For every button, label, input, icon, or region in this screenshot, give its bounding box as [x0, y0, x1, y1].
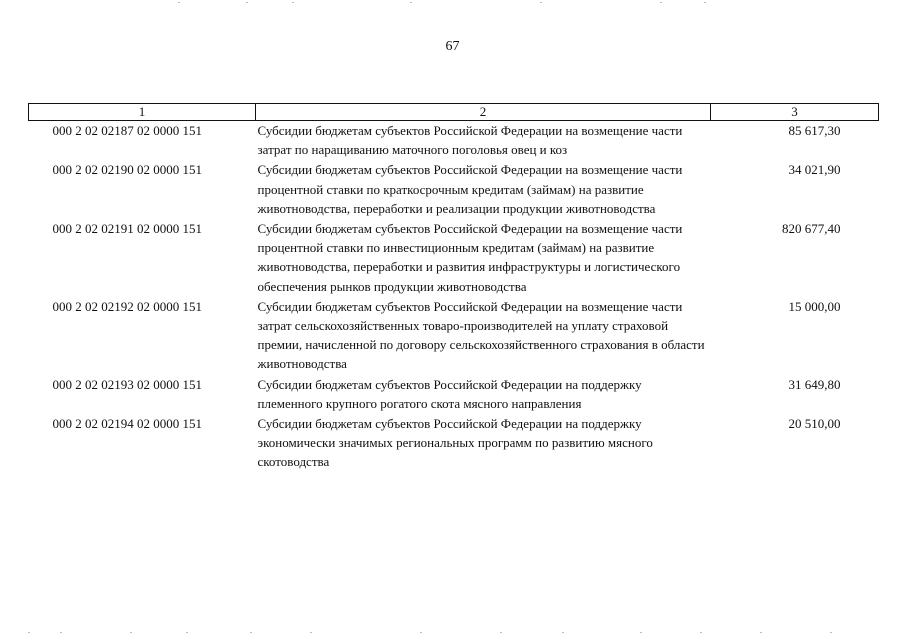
subsidy-amount: 820 677,40	[782, 221, 841, 237]
scan-artifacts-bottom	[0, 632, 905, 636]
budget-code: 000 2 02 02190 02 0000 151	[52, 162, 202, 178]
table-row	[29, 160, 879, 219]
column-header-2: 2	[256, 104, 711, 121]
table-row	[29, 414, 879, 473]
table-header	[29, 104, 879, 121]
subsidy-description: Субсидии бюджетам субъектов Российской Федерации на возмещение части затрат сельскохозяйственных товаро-производителей на уплату страховой премии, начисленной по договору сельскохозяйственного страхования в области животноводства	[257, 298, 705, 372]
subsidy-description: Субсидии бюджетам субъектов Российской Федерации на возмещение части затрат по наращиванию маточного поголовья овец и коз	[257, 123, 683, 158]
budget-code: 000 2 02 02193 02 0000 151	[52, 376, 202, 392]
budget-table	[28, 103, 879, 473]
subsidy-description: Субсидии бюджетам субъектов Российской Федерации на поддержку экономически значимых региональных программ по развитию мясного скотоводства	[257, 416, 653, 470]
subsidy-amount: 15 000,00	[788, 298, 841, 314]
subsidy-amount: 31 649,80	[788, 376, 841, 392]
subsidy-amount: 20 510,00	[788, 416, 841, 432]
table-row	[29, 219, 879, 297]
column-header-3: 3	[711, 104, 879, 121]
scan-artifacts-top	[0, 2, 905, 6]
subsidy-amount: 34 021,90	[788, 162, 841, 178]
page-number: 67	[445, 39, 460, 54]
budget-code: 000 2 02 02187 02 0000 151	[52, 123, 202, 138]
table-body	[29, 121, 879, 473]
subsidy-description: Субсидии бюджетам субъектов Российской Федерации на возмещение части процентной ставки по краткосрочным кредитам (займам) на развитие животноводства, переработки и реализации продукции животноводства	[257, 162, 683, 216]
subsidy-description: Субсидии бюджетам субъектов Российской Федерации на поддержку племенного крупного рогатого скота мясного направления	[257, 376, 642, 411]
table-row	[29, 297, 879, 375]
subsidy-amount: 85 617,30	[788, 123, 841, 138]
subsidy-description: Субсидии бюджетам субъектов Российской Федерации на возмещение части процентной ставки по инвестиционным кредитам (займам) на развитие животноводства, переработки и развития инфраструктуры и логистического обеспечения рынков продукции животноводства	[257, 221, 683, 294]
budget-code: 000 2 02 02192 02 0000 151	[52, 298, 202, 314]
table-header-row	[29, 104, 879, 121]
column-header-1: 1	[29, 104, 256, 121]
table-row	[29, 375, 879, 414]
table-row	[29, 121, 879, 161]
budget-code: 000 2 02 02194 02 0000 151	[52, 416, 202, 432]
budget-code: 000 2 02 02191 02 0000 151	[52, 221, 202, 237]
